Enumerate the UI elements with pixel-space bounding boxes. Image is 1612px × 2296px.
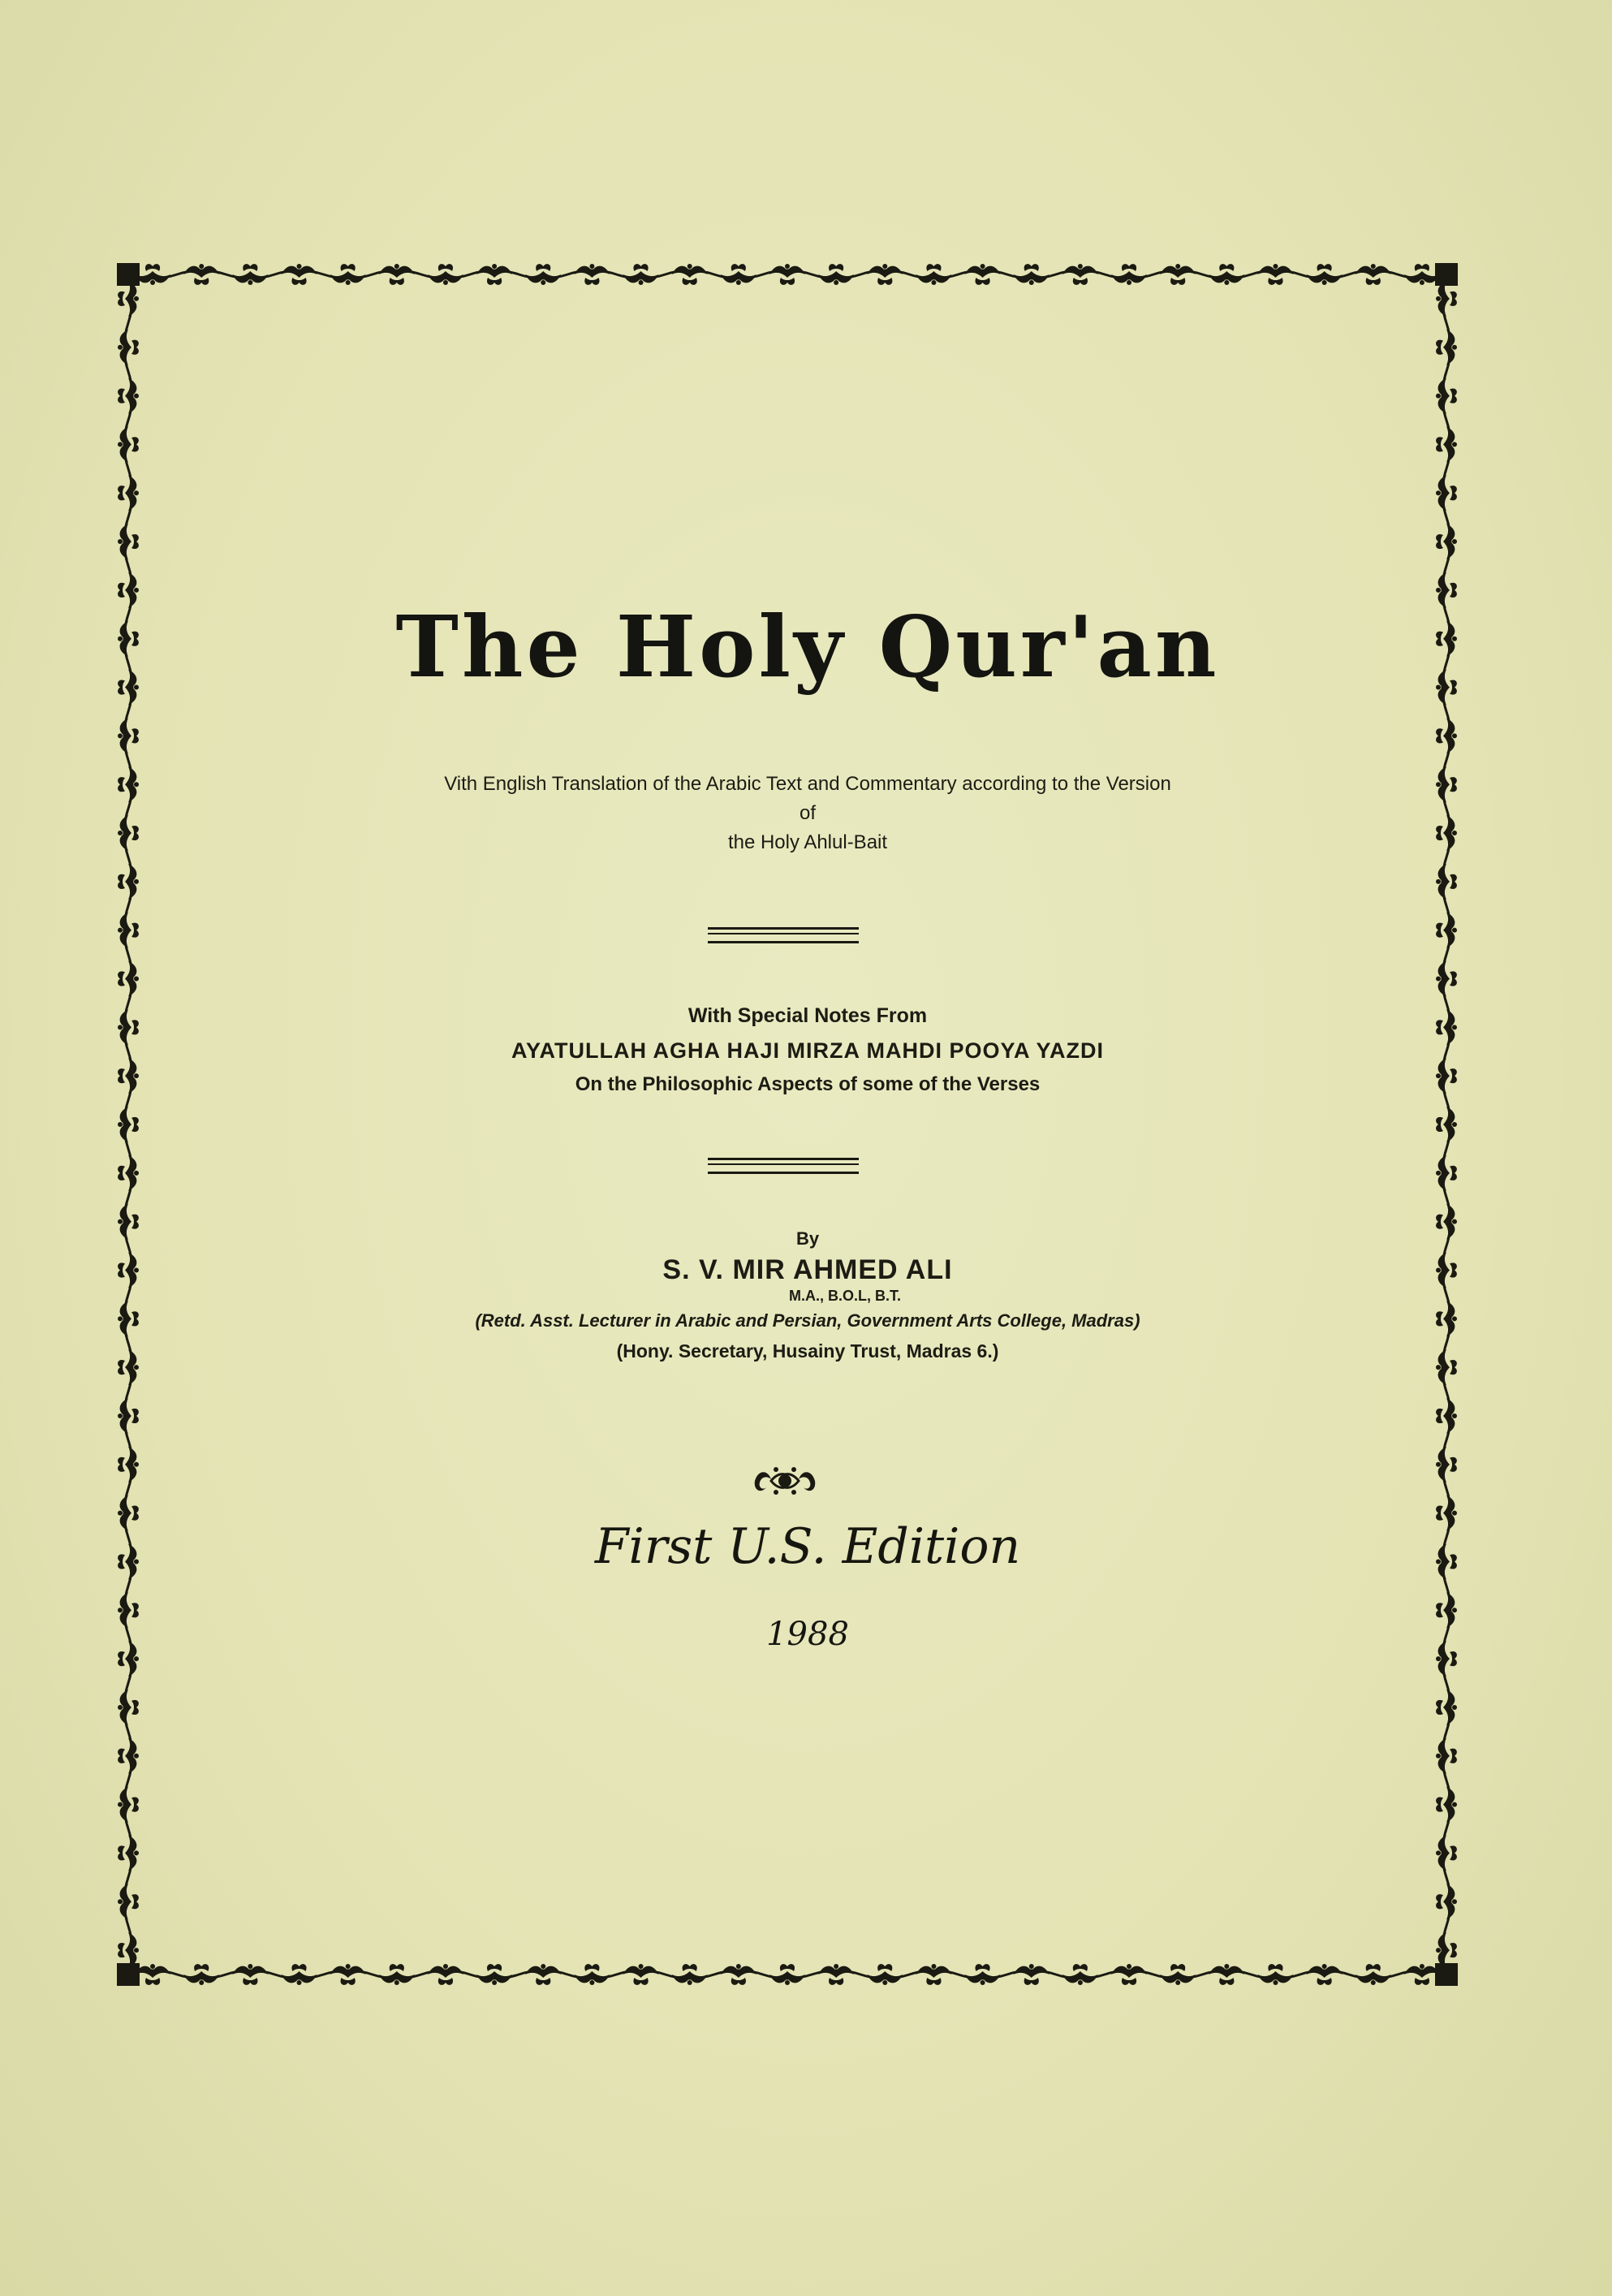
- author-degrees: M.A., B.O.L, B.T.: [789, 1288, 901, 1304]
- author-designation-1: (Retd. Asst. Lecturer in Arabic and Persian, Government Arts College, Madras): [475, 1310, 1140, 1331]
- notes-intro: With Special Notes From: [687, 1004, 928, 1027]
- subtitle-block: [244, 770, 1372, 857]
- subtitle-line-3: the Holy Ahlul-Bait: [727, 831, 888, 853]
- floral-border: [114, 260, 1461, 1989]
- double-rule-top: [708, 927, 859, 943]
- floral-vine-border-icon: [114, 260, 1461, 1989]
- special-notes-block: [244, 999, 1372, 1101]
- author-block: [244, 1224, 1372, 1366]
- double-rule-bottom: [708, 1158, 859, 1174]
- book-title: The Holy Qur'an: [395, 597, 1220, 697]
- subtitle-line-1: Vith English Translation of the Arabic Text and Commentary according to the Version: [444, 773, 1171, 795]
- edition-label: First U.S. Edition: [594, 1518, 1021, 1575]
- floral-ornament-icon: [747, 1463, 823, 1499]
- notes-scholar: AYATULLAH AGHA HAJI MIRZA MAHDI POOYA YAZDI: [511, 1038, 1105, 1063]
- author-name: S. V. MIR AHMED ALI: [662, 1254, 953, 1285]
- author-by: By: [795, 1228, 820, 1249]
- subtitle-line-2: of: [799, 802, 816, 824]
- author-designation-2: (Hony. Secretary, Husainy Trust, Madras 6.): [616, 1340, 999, 1362]
- notes-topic: On the Philosophic Aspects of some of the Verses: [575, 1073, 1041, 1095]
- edition-year: 1988: [766, 1616, 849, 1653]
